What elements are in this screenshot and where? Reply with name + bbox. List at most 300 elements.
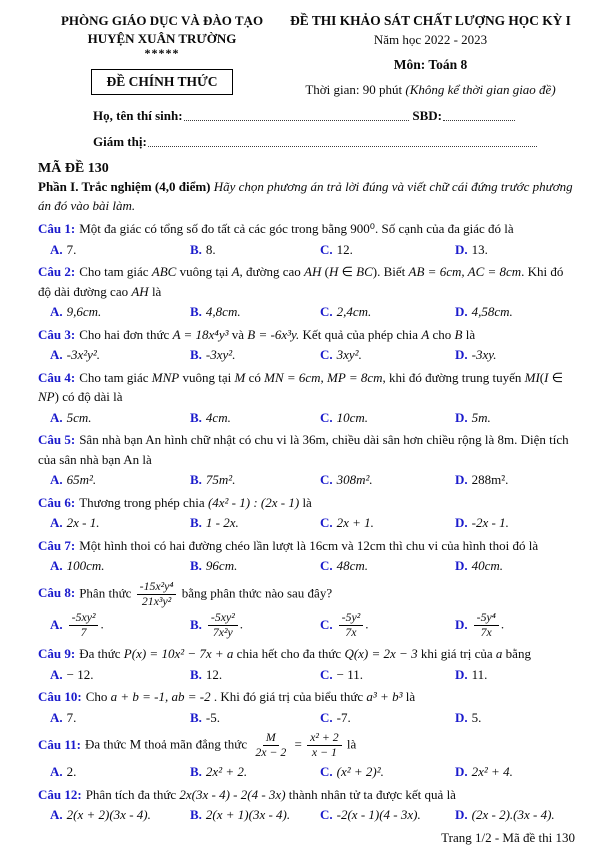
question-4-option-B — [190, 408, 320, 428]
option-letter: A. — [50, 616, 63, 632]
text-run: 12. — [205, 666, 223, 682]
text-run: -2x - 1. — [471, 515, 509, 531]
text-run: NP — [38, 389, 55, 405]
sbd-label: SBD: — [412, 108, 442, 124]
examiner-row — [93, 134, 575, 150]
text-run: , khi đó đường trung tuyến — [382, 369, 525, 385]
text-run: AH — [304, 264, 322, 280]
org-line2: HUYỆN XUÂN TRƯỜNG — [87, 30, 237, 46]
text-run: MI — [524, 369, 540, 385]
text-run: 7. — [66, 709, 77, 725]
text-run: . — [239, 616, 244, 632]
question-4-option-D — [455, 408, 575, 428]
question-6-option-C — [320, 513, 455, 533]
text-run: Q(x) = 2x − 3 — [344, 646, 418, 662]
text-run: 2x(3x - 4) - 2(4 - 3x) — [179, 786, 286, 802]
options-row — [38, 302, 575, 322]
question-11 — [38, 730, 575, 781]
question-12-option-A — [50, 805, 190, 825]
question-6-option-A — [50, 513, 190, 533]
question-5-option-B — [190, 470, 320, 490]
question-6-option-B — [190, 513, 320, 533]
fraction-denominator: 7 — [80, 625, 87, 640]
question-10-option-D — [455, 708, 575, 728]
option-letter: A. — [50, 709, 63, 725]
question-12-option-C — [320, 805, 455, 825]
text-run: a + b = -1, ab = -2 — [110, 689, 211, 705]
text-run: 100cm. — [66, 558, 105, 574]
question-body — [38, 644, 575, 664]
options-row — [38, 762, 575, 782]
option-letter: B. — [190, 515, 202, 531]
text-run: 12. — [336, 241, 353, 257]
text-run: khi giá trị của — [417, 646, 496, 662]
question-label: Câu 2: — [38, 264, 76, 280]
text-run: 4,58cm. — [471, 304, 513, 320]
question-12 — [38, 785, 575, 825]
question-9 — [38, 644, 575, 684]
question-3-option-B — [190, 345, 320, 365]
fraction-numerator: x² + 2 — [307, 731, 342, 746]
text-run: 40cm. — [471, 558, 504, 574]
option-letter: B. — [190, 472, 202, 488]
text-run: 5cm. — [66, 409, 92, 425]
options-row — [38, 610, 575, 641]
text-run: Kết quả của phép chia — [299, 326, 422, 342]
text-run: Một hình thoi có hai đường chéo lần lượt là 16cm và 12cm thì chu vi của hình thoi đó là — [79, 537, 539, 553]
question-1-option-C — [320, 240, 455, 260]
question-2 — [38, 262, 575, 322]
text-run: 9,6cm. — [66, 304, 102, 320]
text-run: H — [328, 264, 339, 280]
question-1-option-B — [190, 240, 320, 260]
question-label: Câu 12: — [38, 786, 82, 802]
option-letter: A. — [50, 347, 63, 363]
option-letter: D. — [455, 666, 468, 682]
text-run: chia hết cho đa thức — [233, 646, 345, 662]
question-label: Câu 9: — [38, 646, 76, 662]
org-line1: PHÒNG GIÁO DỤC VÀ ĐÀO TẠO — [60, 13, 264, 28]
name-dotted-line — [184, 110, 410, 122]
text-run: Cho hai đơn thức — [79, 326, 173, 342]
question-body — [38, 785, 575, 805]
text-run: ) có độ dài là — [54, 389, 123, 405]
fraction-numerator: -15x²y⁴ — [137, 580, 177, 595]
examiner-dotted-line — [148, 136, 537, 148]
option-letter: C. — [320, 515, 333, 531]
option-letter: D. — [455, 515, 468, 531]
text-run: Cho tam giác — [79, 264, 152, 280]
options-row — [38, 513, 575, 533]
question-8 — [38, 579, 575, 642]
option-letter: D. — [455, 347, 468, 363]
option-letter: A. — [50, 666, 63, 682]
part1-heading: Phần I. Trắc nghiệm (4,0 điểm) — [38, 179, 214, 195]
text-run: Cho — [85, 689, 111, 705]
option-letter: B. — [190, 409, 202, 425]
fraction-numerator: -5y⁴ — [474, 611, 499, 626]
options-row — [38, 708, 575, 728]
question-3-option-D — [455, 345, 575, 365]
text-run: ABC — [151, 264, 177, 280]
question-body — [38, 219, 575, 239]
page-footer: Trang 1/2 - Mã đề thi 130 — [441, 829, 575, 845]
text-run: 65m². — [66, 472, 97, 488]
fraction-denominator: 7x²y — [212, 625, 233, 640]
option-letter: D. — [455, 764, 468, 780]
option-letter: C. — [320, 709, 333, 725]
text-run: A = 18x⁴y³ — [172, 326, 229, 342]
question-5-option-A — [50, 470, 190, 490]
question-10-option-C — [320, 708, 455, 728]
question-2-option-A — [50, 302, 190, 322]
option-letter: C. — [320, 764, 333, 780]
text-run: 48cm. — [336, 558, 369, 574]
text-run: và — [228, 326, 248, 342]
text-run: -7. — [336, 709, 351, 725]
question-7-option-D — [455, 556, 575, 576]
option-letter: D. — [455, 558, 468, 574]
option-letter: D. — [455, 616, 468, 632]
text-run: vuông tại — [176, 264, 232, 280]
question-5-option-D — [455, 470, 575, 490]
text-run: ∈ — [338, 264, 357, 280]
fraction-numerator: -5xy² — [208, 611, 238, 626]
option-letter: C. — [320, 807, 333, 823]
text-run: 2x² + 4. — [471, 764, 513, 780]
text-run: , đường cao — [239, 264, 305, 280]
text-run: bằng — [502, 646, 531, 662]
options-row — [38, 240, 575, 260]
text-run: . — [365, 616, 369, 632]
option-letter: C. — [320, 409, 333, 425]
page-header — [38, 12, 575, 98]
text-run: cho — [429, 326, 455, 342]
question-body — [38, 493, 575, 513]
text-run: là — [402, 689, 416, 705]
option-letter: B. — [190, 304, 202, 320]
option-letter: D. — [455, 241, 468, 257]
question-8-option-C — [320, 610, 455, 641]
part1-instruction: Hãy chọn phương án trả lời đúng và viết chữ cái đứng trước phương án đó vào bài làm. — [38, 179, 573, 214]
fraction-denominator: 7x — [345, 625, 357, 640]
text-run: . — [100, 616, 104, 632]
question-body — [38, 579, 575, 610]
text-run: MNP — [151, 369, 180, 385]
fraction — [307, 731, 342, 760]
options-row — [38, 470, 575, 490]
question-label: Câu 7: — [38, 537, 76, 553]
text-run: 308m². — [336, 472, 373, 488]
option-letter: B. — [190, 347, 202, 363]
option-letter: A. — [50, 472, 63, 488]
question-11-option-B — [190, 762, 320, 782]
option-letter: D. — [455, 709, 468, 725]
text-run: 4,8cm. — [205, 304, 241, 320]
option-letter: A. — [50, 807, 63, 823]
text-run: vuông tại — [179, 369, 235, 385]
school-year: Năm học 2022 - 2023 — [373, 32, 488, 48]
exam-title: ĐỀ THI KHẢO SÁT CHẤT LƯỢNG HỌC KỲ I — [290, 13, 571, 28]
text-run: ). Biết — [372, 264, 409, 280]
question-label: Câu 8: — [38, 585, 76, 600]
exam-code: MÃ ĐỀ 130 — [38, 161, 109, 177]
text-run: 2x + 1. — [336, 515, 374, 531]
question-label: Câu 10: — [38, 689, 82, 705]
question-5-option-C — [320, 470, 455, 490]
options-row — [38, 345, 575, 365]
option-letter: B. — [190, 558, 202, 574]
question-6-option-D — [455, 513, 575, 533]
text-run: (x² + 2)². — [336, 764, 384, 780]
question-1-option-D — [455, 240, 575, 260]
option-letter: C. — [320, 304, 333, 320]
option-letter: C. — [320, 241, 333, 257]
question-body — [38, 368, 575, 407]
text-run: 1 - 2x. — [205, 515, 239, 531]
text-run: I — [544, 369, 549, 385]
examiner-label: Giám thị: — [93, 134, 147, 150]
question-2-option-B — [190, 302, 320, 322]
org-block — [38, 12, 286, 98]
fraction — [339, 611, 364, 640]
text-run: − 11. — [336, 666, 363, 682]
text-run: MN = 6cm, MP = 8cm — [264, 369, 383, 385]
question-2-option-D — [455, 302, 575, 322]
question-9-option-C — [320, 665, 455, 685]
question-6 — [38, 493, 575, 533]
text-run: Thương trong phép chia — [79, 494, 208, 510]
text-run: 4cm. — [205, 409, 231, 425]
options-row — [38, 805, 575, 825]
question-4-option-A — [50, 408, 190, 428]
text-run: A — [231, 264, 240, 280]
question-8-option-B — [190, 610, 320, 641]
text-run: 2,4cm. — [336, 304, 372, 320]
text-run: 8. — [205, 241, 216, 257]
fraction-numerator: M — [263, 731, 279, 746]
text-run: 96cm. — [205, 558, 238, 574]
text-run: 288m². — [471, 472, 509, 488]
question-3-option-A — [50, 345, 190, 365]
option-letter: A. — [50, 409, 63, 425]
question-4-option-C — [320, 408, 455, 428]
duration-note: (Không kể thời gian giao đề) — [405, 82, 556, 98]
text-run: (2x - 2).(3x - 4). — [471, 807, 555, 823]
option-letter: A. — [50, 241, 63, 257]
question-body — [38, 430, 575, 469]
option-letter: A. — [50, 558, 63, 574]
text-run: 75m². — [205, 472, 236, 488]
text-run: P(x) = 10x² − 7x + a — [123, 646, 234, 662]
question-body — [38, 325, 575, 345]
question-7 — [38, 536, 575, 576]
option-letter: C. — [320, 347, 333, 363]
question-8-option-A — [50, 610, 190, 641]
text-run: là — [343, 736, 357, 752]
option-letter: B. — [190, 666, 202, 682]
question-11-option-D — [455, 762, 575, 782]
candidate-fields — [38, 108, 575, 150]
questions — [38, 219, 575, 824]
option-letter: B. — [190, 241, 202, 257]
option-letter: B. — [190, 807, 202, 823]
option-letter: C. — [320, 666, 333, 682]
question-label: Câu 11: — [38, 736, 81, 752]
text-run: M — [234, 369, 246, 385]
text-run: a³ + b³ — [366, 689, 403, 705]
text-run: A — [421, 326, 430, 342]
question-12-option-B — [190, 805, 320, 825]
options-row — [38, 408, 575, 428]
text-run: 5m. — [471, 409, 491, 425]
option-letter: A. — [50, 764, 63, 780]
question-7-option-B — [190, 556, 320, 576]
fraction — [474, 611, 499, 640]
duration-text: Thời gian: 90 phút — [305, 82, 406, 98]
text-run: bằng phân thức nào sau đây? — [178, 585, 333, 600]
text-run: 13. — [471, 241, 488, 257]
text-run: − 12. — [66, 666, 94, 682]
option-letter: C. — [320, 558, 333, 574]
text-run: có — [245, 369, 265, 385]
text-run: (4x² - 1) : (2x - 1) — [207, 494, 300, 510]
text-run: 2x - 1. — [66, 515, 100, 531]
text-run: 10cm. — [336, 409, 369, 425]
text-run: Sân nhà bạn An hình chữ nhật có chu vi là 36m, chiều dài sân hơn chiều rộng là 8m. Diện tích của sân nhà bạn An là — [38, 432, 569, 467]
text-run: 2. — [66, 764, 77, 780]
question-7-option-C — [320, 556, 455, 576]
text-run: Đa thức — [79, 646, 124, 662]
option-letter: A. — [50, 515, 63, 531]
option-letter: D. — [455, 472, 468, 488]
option-letter: D. — [455, 304, 468, 320]
text-run: Phân thức — [79, 585, 135, 600]
question-label: Câu 5: — [38, 432, 76, 448]
text-run: B — [454, 326, 463, 342]
option-letter: A. — [50, 304, 63, 320]
question-9-option-D — [455, 665, 575, 685]
text-run: thành nhân tử ta được kết quả là — [285, 786, 456, 802]
text-run: Đa thức M thoả mãn đẳng thức — [84, 736, 251, 752]
text-run: 2x² + 2. — [205, 764, 248, 780]
part1-heading-row — [38, 178, 575, 216]
question-label: Câu 3: — [38, 326, 76, 342]
question-2-option-C — [320, 302, 455, 322]
options-row — [38, 556, 575, 576]
option-letter: B. — [190, 764, 202, 780]
fraction-denominator: x − 1 — [311, 745, 337, 760]
option-letter: C. — [320, 472, 333, 488]
question-4 — [38, 368, 575, 428]
text-run: = — [291, 736, 306, 752]
question-label: Câu 1: — [38, 221, 76, 237]
option-letter: C. — [320, 616, 333, 632]
text-run: ∈ — [548, 369, 564, 385]
text-run: 3xy². — [336, 347, 362, 363]
question-8-option-D — [455, 610, 575, 641]
duration-line — [286, 82, 575, 98]
question-1-option-A — [50, 240, 190, 260]
text-run: là — [462, 326, 476, 342]
text-run: -5. — [205, 709, 221, 725]
question-1 — [38, 219, 575, 259]
question-body — [38, 730, 575, 761]
text-run: 2(x + 2)(3x - 4). — [66, 807, 151, 823]
text-run: AB = 6cm, AC = 8cm — [408, 264, 522, 280]
option-letter: B. — [190, 709, 202, 725]
question-10 — [38, 687, 575, 727]
option-letter: D. — [455, 409, 468, 425]
fraction-numerator: -5y² — [339, 611, 364, 626]
question-body — [38, 687, 575, 707]
text-run: ( — [321, 264, 329, 280]
text-run: -3xy². — [205, 347, 236, 363]
option-letter: D. — [455, 807, 468, 823]
official-exam-box: ĐỀ CHÍNH THỨC — [91, 69, 232, 95]
options-row — [38, 665, 575, 685]
text-run: 7. — [66, 241, 77, 257]
exam-title-block — [286, 12, 575, 98]
question-label: Câu 4: — [38, 369, 76, 385]
question-body — [38, 536, 575, 556]
candidate-name-row — [93, 108, 575, 124]
text-run: BC — [356, 264, 373, 280]
text-run: AH — [131, 283, 149, 299]
text-run: 11. — [471, 666, 488, 682]
fraction-denominator: 2x − 2 — [255, 745, 287, 760]
text-run: ( — [539, 369, 545, 385]
subject-line: Môn: Toán 8 — [393, 57, 468, 73]
text-run: 2(x + 1)(3x - 4). — [205, 807, 291, 823]
fraction — [252, 731, 289, 760]
org-stars: ***** — [144, 46, 180, 61]
text-run: Phân tích đa thức — [85, 786, 180, 802]
question-9-option-A — [50, 665, 190, 685]
text-run: -3xy. — [471, 347, 497, 363]
sbd-dotted-line — [443, 110, 515, 122]
text-run: -3x²y². — [66, 347, 101, 363]
option-letter: B. — [190, 616, 202, 632]
text-run: 5. — [471, 709, 482, 725]
question-9-option-B — [190, 665, 320, 685]
text-run: Cho tam giác — [79, 369, 152, 385]
question-label: Câu 6: — [38, 494, 76, 510]
fraction — [137, 580, 177, 609]
fraction-numerator: -5xy² — [69, 611, 99, 626]
question-3-option-C — [320, 345, 455, 365]
text-run: B = -6x³y. — [247, 326, 300, 342]
question-7-option-A — [50, 556, 190, 576]
fraction — [208, 611, 238, 640]
question-11-option-A — [50, 762, 190, 782]
fraction-denominator: 21x³y² — [141, 593, 172, 608]
question-body — [38, 262, 575, 301]
question-10-option-A — [50, 708, 190, 728]
text-run: . Khi đó giá trị của biểu thức — [210, 689, 367, 705]
name-label: Họ, tên thí sinh: — [93, 108, 183, 124]
question-12-option-D — [455, 805, 575, 825]
text-run: là — [299, 494, 312, 510]
question-10-option-B — [190, 708, 320, 728]
text-run: . Khi đó độ dài đường cao — [38, 264, 564, 299]
fraction — [69, 611, 99, 640]
text-run: -2(x - 1)(4 - 3x). — [336, 807, 421, 823]
question-11-option-C — [320, 762, 455, 782]
question-5 — [38, 430, 575, 490]
fraction-denominator: 7x — [480, 625, 492, 640]
question-3 — [38, 325, 575, 365]
